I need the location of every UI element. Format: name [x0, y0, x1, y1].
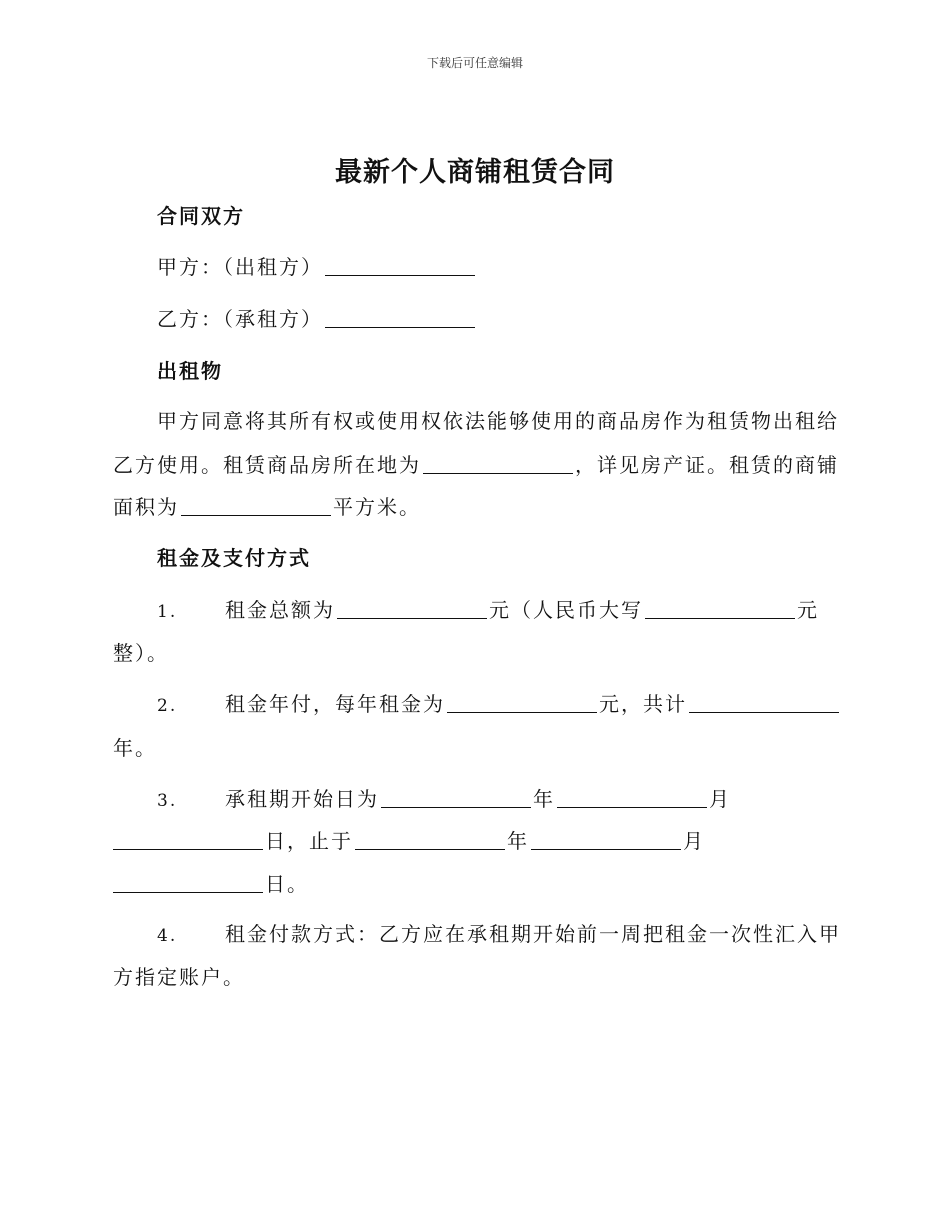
property-location-label: 乙方使用。租赁商品房所在地为	[113, 453, 421, 477]
party-a-label: 甲方：（出租方）	[157, 255, 323, 279]
end-year-blank	[355, 829, 505, 850]
item-number: 3.	[157, 791, 178, 811]
party-b-label: 乙方：（承租方）	[157, 307, 323, 331]
party-b-line	[157, 303, 477, 332]
section-heading-parties: 合同双方	[157, 204, 245, 228]
party-a-blank	[325, 255, 475, 276]
section-heading-rent: 租金及支付方式	[157, 546, 311, 570]
start-day-blank	[113, 829, 263, 850]
item-number: 4.	[157, 926, 178, 946]
property-line-1: 甲方同意将其所有权或使用权依法能够使用的商品房作为租赁物出租给	[157, 409, 839, 433]
property-location-suffix: ，详见房产证。租赁的商铺	[575, 453, 839, 477]
end-month-blank	[531, 829, 681, 850]
end-day-blank	[113, 872, 263, 893]
rent-item-4-line-2: 方指定账户。	[113, 965, 245, 989]
party-a-line	[157, 251, 477, 280]
section-heading-property: 出租物	[157, 359, 223, 383]
property-area-blank	[181, 495, 331, 516]
end-month-unit: 月	[683, 829, 705, 853]
start-year-unit: 年	[533, 787, 555, 811]
document-title: 最新个人商铺租赁合同	[335, 157, 615, 188]
rent-total-blank	[337, 598, 487, 619]
page-header: 下载后可任意编辑	[426, 56, 523, 70]
rent-item-3-line-1	[157, 783, 731, 812]
rent-item-3-line-3	[113, 868, 309, 897]
end-date-label: 日，止于	[265, 829, 353, 853]
party-b-blank	[325, 307, 475, 328]
rent-item-1-line-1	[157, 594, 819, 623]
property-location-blank	[423, 453, 573, 474]
start-month-unit: 月	[709, 787, 731, 811]
rent-total-words-blank	[645, 598, 795, 619]
property-area-unit: 平方米。	[333, 495, 421, 519]
rent-item-2-line-2: 年。	[113, 736, 157, 760]
start-date-label: 承租期开始日为	[225, 787, 379, 811]
property-line-3	[113, 491, 421, 520]
annual-rent-label: 租金年付，每年租金为	[225, 692, 445, 716]
rent-total-label: 租金总额为	[225, 598, 335, 622]
rent-item-4-line-1	[157, 918, 841, 947]
total-years-label: 元，共计	[599, 692, 687, 716]
property-line-2	[113, 449, 839, 478]
start-year-blank	[381, 787, 531, 808]
end-year-unit: 年	[507, 829, 529, 853]
item-number: 2.	[157, 696, 178, 716]
rent-total-unit: 元	[797, 598, 819, 622]
annual-rent-blank	[447, 692, 597, 713]
property-area-label: 面积为	[113, 495, 179, 519]
end-day-unit: 日。	[265, 872, 309, 896]
start-month-blank	[557, 787, 707, 808]
rent-item-1-line-2: 整）。	[113, 641, 169, 665]
payment-method-text: 租金付款方式：乙方应在承租期开始前一周把租金一次性汇入甲	[225, 922, 841, 946]
item-number: 1.	[157, 602, 178, 622]
rent-item-3-line-2	[113, 825, 705, 854]
rent-total-words-label: 元（人民币大写	[489, 598, 643, 622]
rent-item-2-line-1	[157, 688, 841, 717]
total-years-blank	[689, 692, 839, 713]
